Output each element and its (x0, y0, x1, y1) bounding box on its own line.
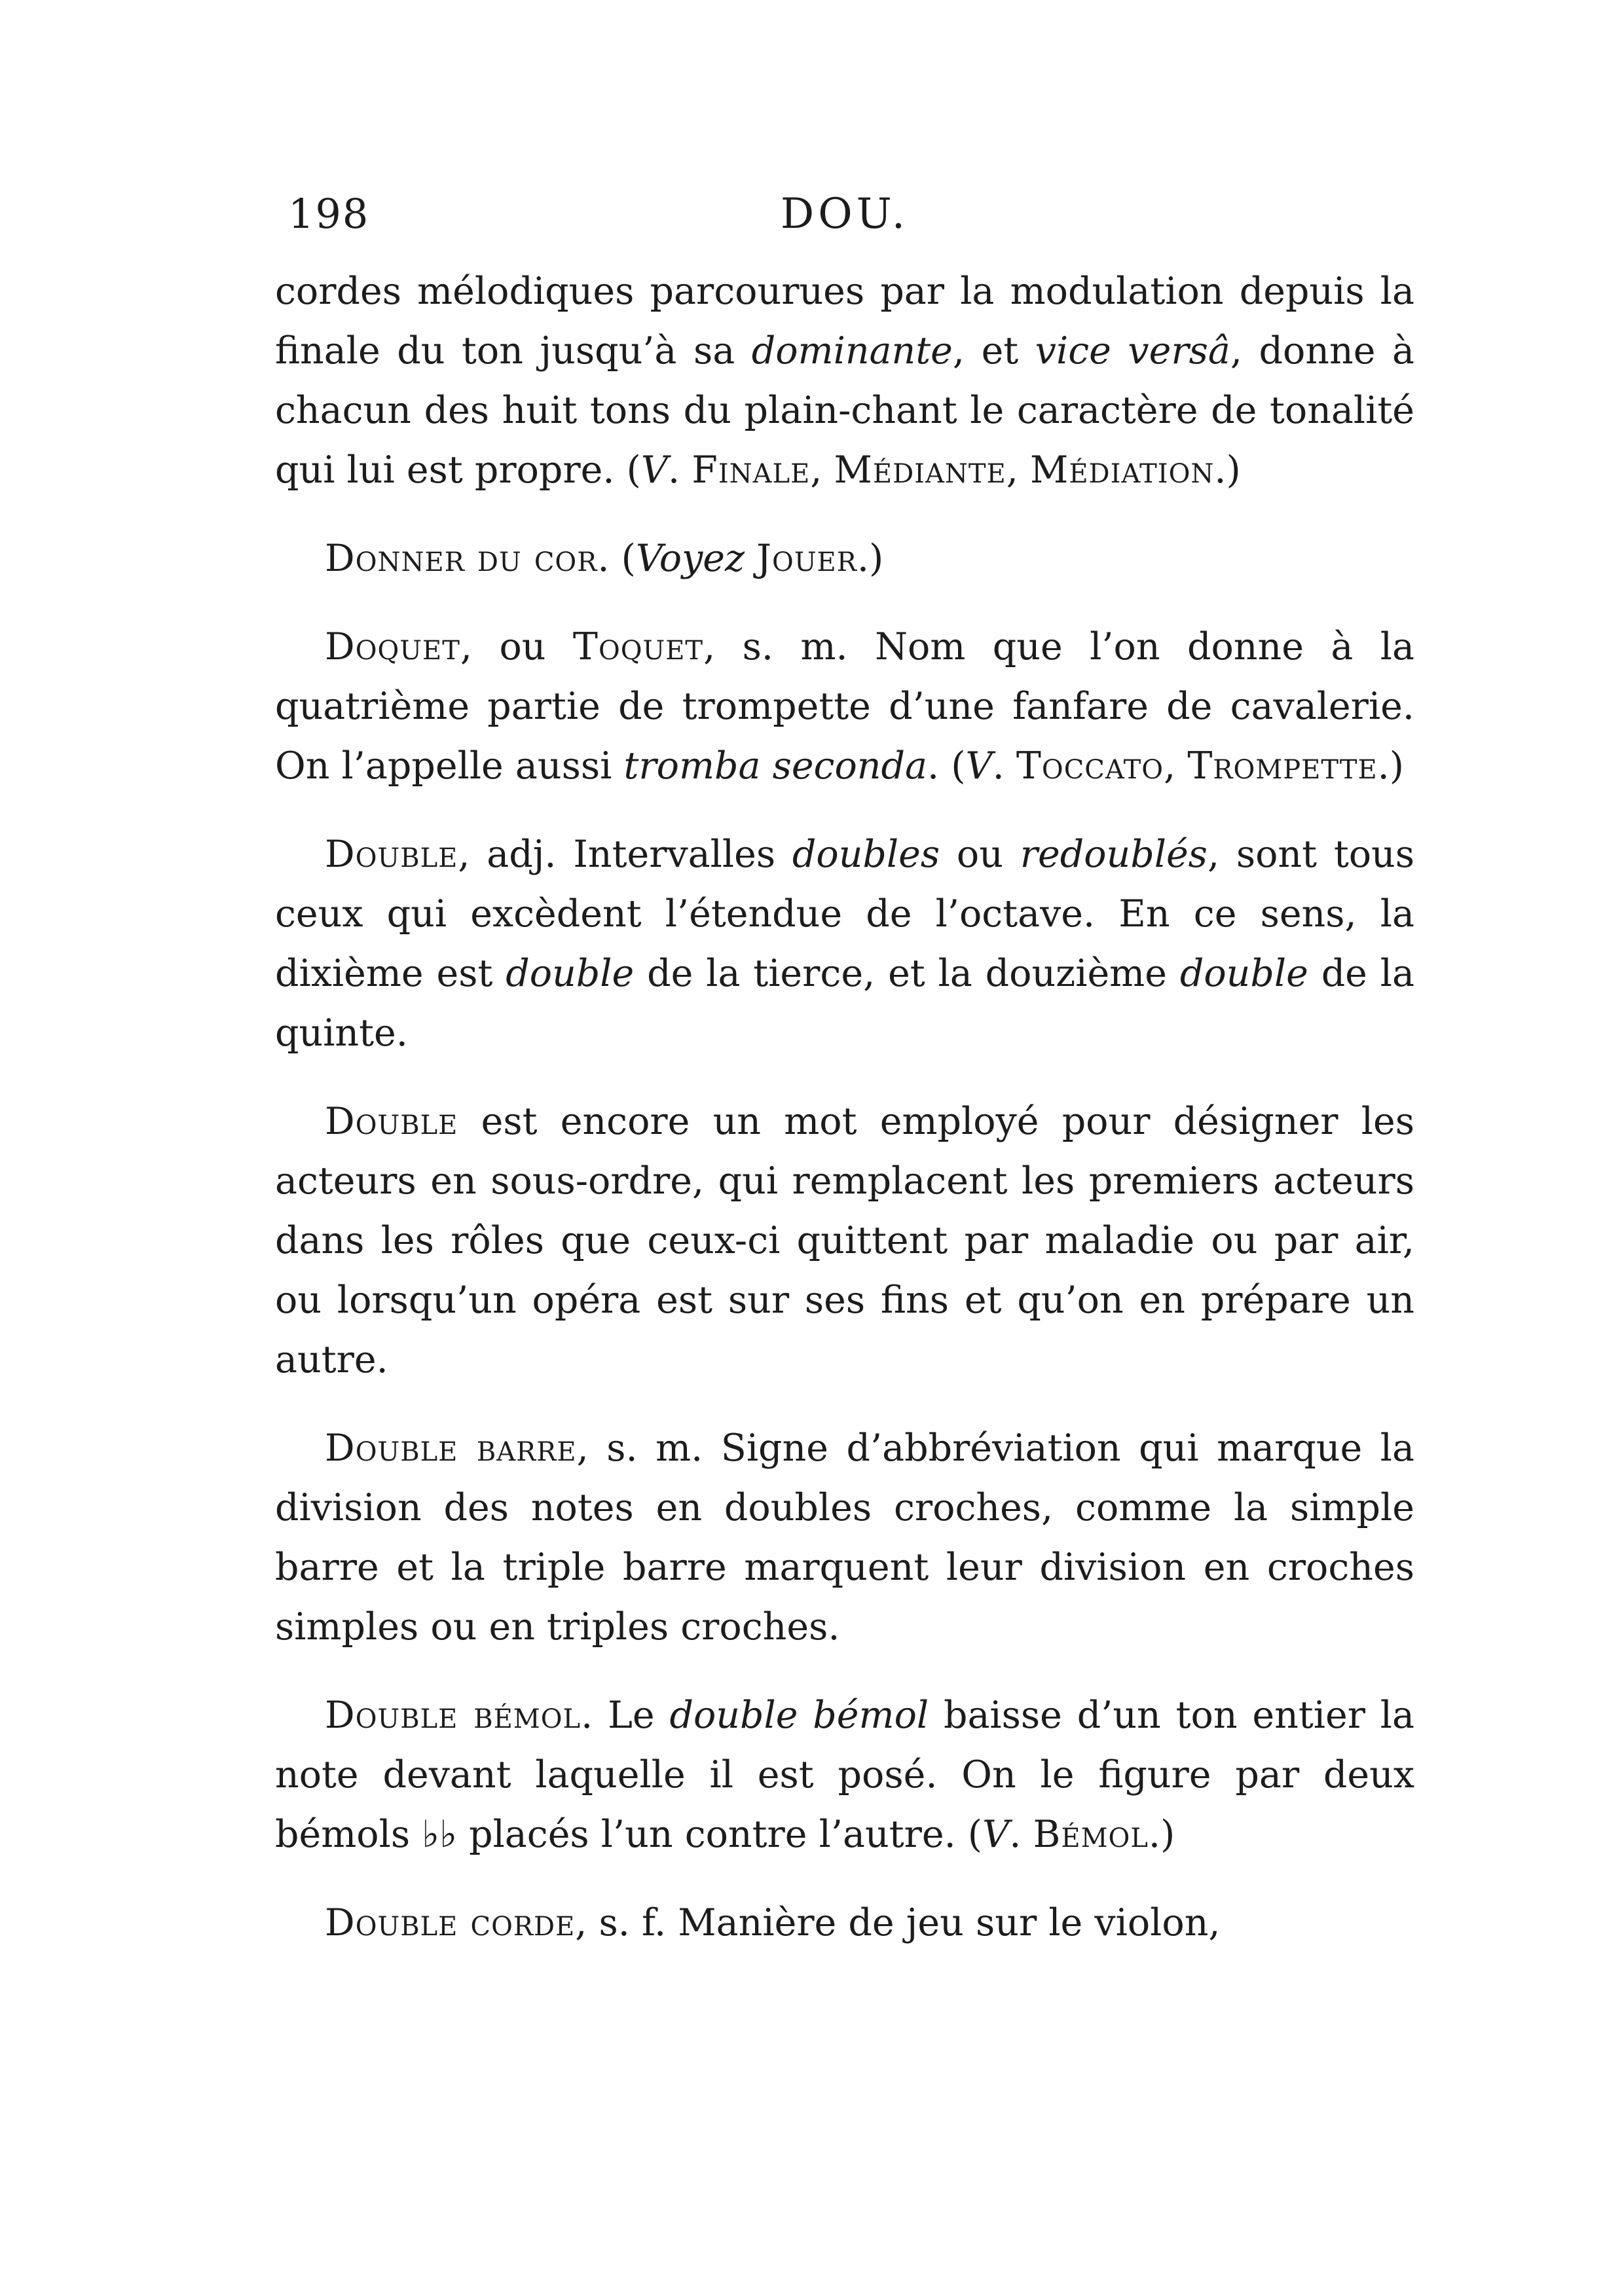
text-run: de la tierce, et la douzième (634, 952, 1180, 995)
text-run: .) (1214, 448, 1241, 492)
entry-continuation (275, 262, 1414, 500)
text-run: , s. m. Nom que l’on donne à la quatrième partie de trompette d’une fanfare de cavalerie. On l’appelle aussi (275, 625, 1414, 788)
text-run: , ou (460, 625, 573, 668)
italic-text: double (1179, 952, 1308, 995)
italic-text: redoublés (1020, 833, 1208, 876)
entry-double-corde (275, 1893, 1414, 1953)
text-run: . (992, 744, 1016, 788)
headword: Médiante (834, 448, 1006, 492)
italic-text: doubles (792, 833, 940, 876)
text-run: , (810, 448, 834, 492)
headword: Donner du cor (325, 537, 598, 580)
entry-double-barre (275, 1419, 1414, 1657)
entry-double-acteurs (275, 1092, 1414, 1390)
italic-text: double bémol (669, 1694, 929, 1737)
text-run: , sont tous ceux qui excèdent l’étendue de l’octave. En ce sens, la dixième est (275, 833, 1415, 995)
text-run: . ( (597, 537, 636, 580)
italic-text: V (640, 448, 669, 492)
headword: Trompette (1187, 744, 1378, 788)
text-run: .) (1148, 1813, 1175, 1856)
page-number: 198 (288, 190, 370, 238)
italic-text: Voyez (635, 537, 745, 580)
text-run: , s. f. Manière de jeu sur le violon, (575, 1901, 1221, 1944)
italic-text: vice versâ (1035, 329, 1230, 373)
headword: Toquet (572, 625, 704, 668)
headword: Bémol (1033, 1813, 1149, 1856)
text-run: . (1009, 1813, 1033, 1856)
headword: Double (325, 833, 458, 876)
headword: Double bémol (325, 1694, 581, 1737)
text-run: .) (1377, 744, 1405, 788)
italic-text: V (965, 744, 993, 788)
italic-text: V (982, 1813, 1010, 1856)
text-run: . (668, 448, 692, 492)
headword: Doquet (325, 625, 460, 668)
running-head: DOU. (780, 190, 910, 238)
text-run: baisse d’un ton entier la note devant laquelle il est posé. On le figure par deux bémols ♭♭ placés l’un contre l’autre. ( (275, 1694, 1414, 1856)
text-run: . ( (927, 744, 966, 788)
italic-text: tromba seconda (623, 744, 927, 788)
text-run: .) (857, 537, 884, 580)
text-run: , et (952, 329, 1035, 373)
text-run: , (1164, 744, 1188, 788)
text-run: de la quinte. (275, 952, 1415, 1055)
text-run: est encore un mot employé pour désigner les acteurs en sous-ordre, qui remplacent les premiers acteurs dans les rôles que ceux-ci quittent par maladie ou par air, ou lorsqu’un opéra est sur ses fins et qu’on en prépare un autre. (275, 1100, 1414, 1381)
italic-text: dominante (751, 329, 953, 373)
headword: Double barre (325, 1427, 577, 1470)
text-run: , (1006, 448, 1030, 492)
text-run: . Le (581, 1694, 670, 1737)
text-run: cordes mélodiques parcourues par la modulation depuis la finale du ton jusqu’à sa (275, 270, 1414, 373)
text-run: , donne à chacun des huit tons du plain-chant le caractère de tonalité qui lui est propre. ( (275, 329, 1414, 492)
headword: Double (325, 1100, 458, 1143)
dictionary-text (275, 262, 1414, 1953)
text-run: , s. m. Signe d’abbréviation qui marque la division des notes en doubles croches, comme la simple barre et la triple barre marquent leur division en croches simples ou en triples croches. (275, 1427, 1414, 1649)
headword: Finale (692, 448, 811, 492)
entry-double-bemol (275, 1686, 1414, 1865)
headword: Médiation (1029, 448, 1215, 492)
headword: Double corde (325, 1901, 576, 1944)
headword: Jouer (756, 537, 857, 580)
book-page (275, 190, 1414, 1953)
entry-double-adj (275, 825, 1414, 1063)
text-run (745, 537, 756, 580)
page-header (275, 190, 1414, 262)
text-run: , adj. Intervalles (458, 833, 792, 876)
entry-donner-du-cor (275, 529, 1414, 589)
entry-doquet (275, 617, 1414, 796)
headword: Toccato (1016, 744, 1164, 788)
text-run: ou (940, 833, 1020, 876)
italic-text: double (506, 952, 635, 995)
